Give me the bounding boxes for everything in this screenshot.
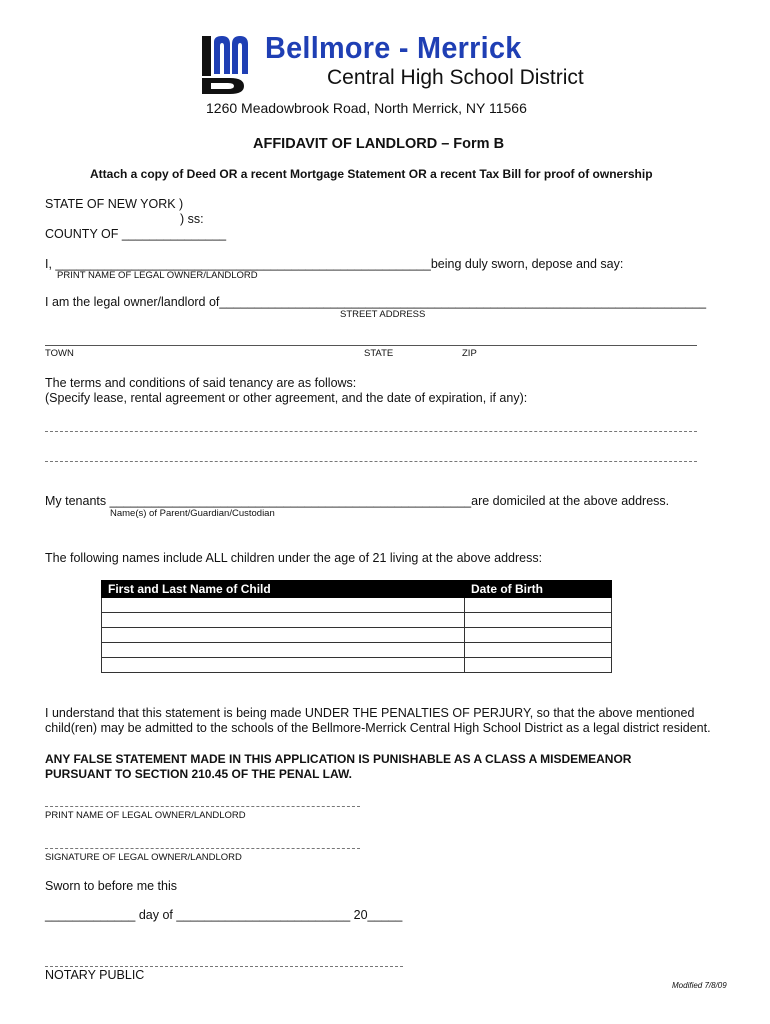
state-line: STATE OF NEW YORK ) (45, 197, 184, 211)
child-name-cell[interactable] (102, 658, 465, 673)
zip-label: ZIP (462, 348, 477, 359)
signature-line[interactable] (45, 848, 360, 849)
tenants-field[interactable]: My tenants ____________________________________________________are domiciled at the above address. (45, 494, 670, 508)
notary-signature-line[interactable] (45, 966, 403, 967)
date-of-birth-cell[interactable] (465, 628, 612, 643)
town-state-zip-field[interactable] (45, 345, 697, 346)
signature-label: SIGNATURE OF LEGAL OWNER/LANDLORD (45, 852, 242, 863)
owner-name-field[interactable]: I, ______________________________________________________being duly sworn, depose and say: (45, 257, 624, 271)
table-row (102, 643, 612, 658)
logo-subtitle: Central High School District (327, 66, 584, 89)
county-field[interactable]: COUNTY OF _______________ (45, 227, 227, 241)
district-address: 1260 Meadowbrook Road, North Merrick, NY 11566 (206, 100, 527, 116)
logo-title: Bellmore - Merrick (265, 30, 522, 65)
table-row (102, 658, 612, 673)
print-name-signature-label: PRINT NAME OF LEGAL OWNER/LANDLORD (45, 810, 246, 821)
perjury-statement-line-2: child(ren) may be admitted to the schools of the Bellmore-Merrick Central High School District as a legal district resident. (45, 721, 711, 735)
sworn-statement: Sworn to before me this (45, 879, 178, 893)
child-name-header: First and Last Name of Child (102, 581, 465, 598)
ss-line: ) ss: (180, 212, 204, 226)
print-name-signature-line[interactable] (45, 806, 360, 807)
terms-line-1[interactable] (45, 431, 697, 432)
date-of-birth-header: Date of Birth (465, 581, 612, 598)
child-name-cell[interactable] (102, 643, 465, 658)
date-of-birth-cell[interactable] (465, 613, 612, 628)
table-row (102, 598, 612, 613)
tenants-label: Name(s) of Parent/Guardian/Custodian (110, 508, 275, 519)
children-intro: The following names include ALL children under the age of 21 living at the above address: (45, 551, 543, 565)
child-name-cell[interactable] (102, 613, 465, 628)
child-name-cell[interactable] (102, 598, 465, 613)
table-row (102, 628, 612, 643)
form-title: AFFIDAVIT OF LANDLORD – Form B (253, 136, 505, 152)
ownership-instruction: Attach a copy of Deed OR a recent Mortgage Statement OR a recent Tax Bill for proof of ownership (90, 167, 653, 181)
child-name-cell[interactable] (102, 628, 465, 643)
table-row (102, 613, 612, 628)
street-address-field[interactable]: I am the legal owner/landlord of______________________________________________________________________ (45, 295, 707, 309)
state-label: STATE (364, 348, 394, 359)
street-address-label: STREET ADDRESS (340, 309, 426, 320)
terms-instruction: (Specify lease, rental agreement or other agreement, and the date of expiration, if any): (45, 391, 528, 405)
table-header-row (102, 581, 612, 598)
district-logo (200, 34, 260, 94)
terms-line-2[interactable] (45, 461, 697, 462)
perjury-statement-line-1: I understand that this statement is being made UNDER THE PENALTIES OF PERJURY, so that the above mentioned (45, 706, 695, 720)
print-name-label: PRINT NAME OF LEGAL OWNER/LANDLORD (57, 270, 258, 281)
misdemeanor-warning-line-2: PURSUANT TO SECTION 210.45 OF THE PENAL LAW. (45, 767, 352, 781)
modified-date: Modified 7/8/09 (672, 981, 727, 990)
notary-public-label: NOTARY PUBLIC (45, 968, 145, 982)
date-of-birth-cell[interactable] (465, 658, 612, 673)
terms-heading: The terms and conditions of said tenancy are as follows: (45, 376, 357, 390)
town-label: TOWN (45, 348, 74, 359)
misdemeanor-warning-line-1: ANY FALSE STATEMENT MADE IN THIS APPLICATION IS PUNISHABLE AS A CLASS A MISDEMEANOR (45, 752, 632, 766)
date-of-birth-cell[interactable] (465, 643, 612, 658)
children-table (101, 580, 612, 673)
date-of-birth-cell[interactable] (465, 598, 612, 613)
sworn-date-field[interactable]: _____________ day of _________________________ 20_____ (45, 908, 403, 922)
